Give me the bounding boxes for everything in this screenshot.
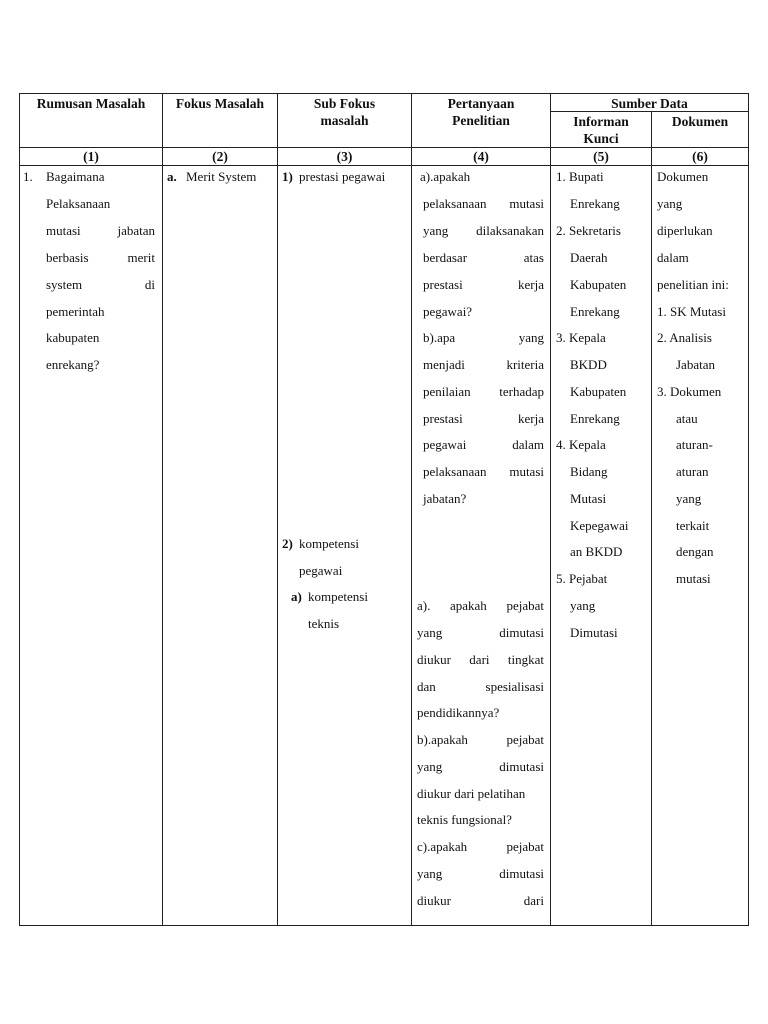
table-border-top [19, 93, 749, 94]
subfokus-text: kompetensi [299, 536, 359, 551]
informan-line: an BKDD [570, 544, 623, 559]
pertanyaan-line: pegawai? [423, 304, 473, 319]
dokumen-line: mutasi [676, 571, 711, 586]
header-fokus-masalah: Fokus Masalah [175, 96, 265, 111]
header-kunci: Kunci [583, 131, 619, 146]
pertanyaan-line: diukur dari [417, 893, 544, 908]
pertanyaan-line: dan spesialisasi [417, 679, 544, 694]
informan-line: Bidang [570, 464, 608, 479]
col-number: (2) [212, 149, 228, 164]
dokumen-line: terkait [676, 518, 710, 533]
subfokus-text: prestasi pegawai [299, 169, 386, 184]
dokumen-line: aturan [676, 464, 709, 479]
dokumen-line: dalam [657, 250, 689, 265]
pertanyaan-line: menjadi kriteria [423, 357, 544, 372]
dokumen-line: atau [676, 411, 698, 426]
pertanyaan-line: diukur dari pelatihan [417, 786, 526, 801]
informan-line: BKDD [570, 357, 607, 372]
pertanyaan-line: pelaksanaan mutasi [423, 464, 544, 479]
header-bottom [19, 147, 749, 148]
col-number: (1) [83, 149, 99, 164]
pertanyaan-line: yang dimutasi [417, 759, 544, 774]
informan-line: Kabupaten [570, 277, 627, 292]
pertanyaan-line: yang dilaksanakan [423, 223, 544, 238]
dokumen-line: 3. Dokumen [657, 384, 722, 399]
dokumen-line: diperlukan [657, 223, 713, 238]
pertanyaan-line: prestasi kerja [423, 277, 544, 292]
pertanyaan-line: diukur dari tingkat [417, 652, 544, 667]
header-informan: Informan [573, 114, 629, 129]
rumusan-line: berbasis merit [46, 250, 155, 265]
dokumen-line: dengan [676, 544, 714, 559]
dokumen-line: penelitian ini: [657, 277, 729, 292]
subfokus-sub-text: teknis [308, 616, 340, 631]
col-border-4 [550, 93, 551, 926]
col-border-1 [162, 93, 163, 926]
pertanyaan-line: prestasi kerja [423, 411, 544, 426]
col-number: (3) [336, 149, 353, 164]
informan-line: Dimutasi [570, 625, 618, 640]
dokumen-line: 2. Analisis [657, 330, 712, 345]
subfokus-sub-marker: a) [291, 589, 302, 604]
pertanyaan-line: penilaian terhadap [423, 384, 544, 399]
informan-line: 3. Kepala [556, 330, 606, 345]
pertanyaan-line: yang dimutasi [417, 866, 544, 881]
rumusan-line: pemerintah [46, 304, 105, 319]
table-border-bottom [19, 925, 749, 926]
pertanyaan-line: pendidikannya? [417, 705, 500, 720]
pertanyaan-line: a).apakah [420, 169, 471, 184]
rumusan-line: system di [46, 277, 155, 292]
col-border-5 [651, 111, 652, 926]
col-border-2 [277, 93, 278, 926]
informan-line: Enrekang [570, 411, 620, 426]
header-sub-fokus-2: masalah [320, 113, 369, 128]
col-border-left [19, 93, 20, 926]
subfokus-sub-text: kompetensi [308, 589, 368, 604]
rumusan-line: kabupaten [46, 330, 100, 345]
subfokus-marker: 1) [282, 169, 293, 184]
dokumen-line: Dokumen [657, 169, 709, 184]
fokus-text: Merit System [186, 169, 257, 184]
informan-line: 5. Pejabat [556, 571, 608, 586]
pertanyaan-line: jabatan? [423, 491, 467, 506]
pertanyaan-line: c).apakah pejabat [417, 839, 544, 854]
col-number: (4) [473, 149, 489, 164]
pertanyaan-line: pegawai dalam [423, 437, 544, 452]
rumusan-line: Pelaksanaan [46, 196, 111, 211]
informan-line: 4. Kepala [556, 437, 606, 452]
pertanyaan-line: yang dimutasi [417, 625, 544, 640]
pertanyaan-line: b).apa yang [423, 330, 544, 345]
informan-line: Mutasi [570, 491, 607, 506]
informan-line: yang [570, 598, 596, 613]
header-rumusan-masalah: Rumusan Masalah [36, 96, 146, 111]
pertanyaan-line: berdasar atas [423, 250, 544, 265]
dokumen-line: yang [676, 491, 702, 506]
pertanyaan-line: b).apakah pejabat [417, 732, 544, 747]
informan-line: Enrekang [570, 304, 620, 319]
subfokus-marker: 2) [282, 536, 293, 551]
informan-line: Daerah [570, 250, 608, 265]
rumusan-marker: 1. [23, 169, 33, 184]
rumusan-line: Bagaimana [46, 169, 105, 184]
number-row-bottom [19, 165, 749, 166]
dokumen-line: yang [657, 196, 683, 211]
informan-line: Kepegawai [570, 518, 629, 533]
pertanyaan-line: teknis fungsional? [417, 812, 512, 827]
header-pertanyaan: Pertanyaan [447, 96, 515, 111]
informan-line: Kabupaten [570, 384, 627, 399]
col-number: (5) [593, 149, 609, 164]
informan-line: 1. Bupati [556, 169, 604, 184]
rumusan-line: enrekang? [46, 357, 100, 372]
dokumen-line: 1. SK Mutasi [657, 304, 726, 319]
rumusan-line: mutasi jabatan [46, 223, 155, 238]
col-border-right [748, 93, 749, 926]
dokumen-line: aturan- [676, 437, 713, 452]
header-penelitian: Penelitian [452, 113, 510, 128]
pertanyaan-line: a). apakah pejabat [417, 598, 544, 613]
subfokus-text: pegawai [299, 563, 343, 578]
col-number: (6) [692, 149, 708, 164]
fokus-marker: a. [167, 169, 177, 184]
header-sumber-data: Sumber Data [611, 96, 688, 111]
informan-line: 2. Sekretaris [556, 223, 621, 238]
pertanyaan-line: pelaksanaan mutasi [423, 196, 544, 211]
dokumen-line: Jabatan [676, 357, 715, 372]
header-sub-fokus: Sub Fokus [313, 96, 376, 111]
informan-line: Enrekang [570, 196, 620, 211]
col-border-3 [411, 93, 412, 926]
header-dokumen: Dokumen [671, 114, 729, 129]
